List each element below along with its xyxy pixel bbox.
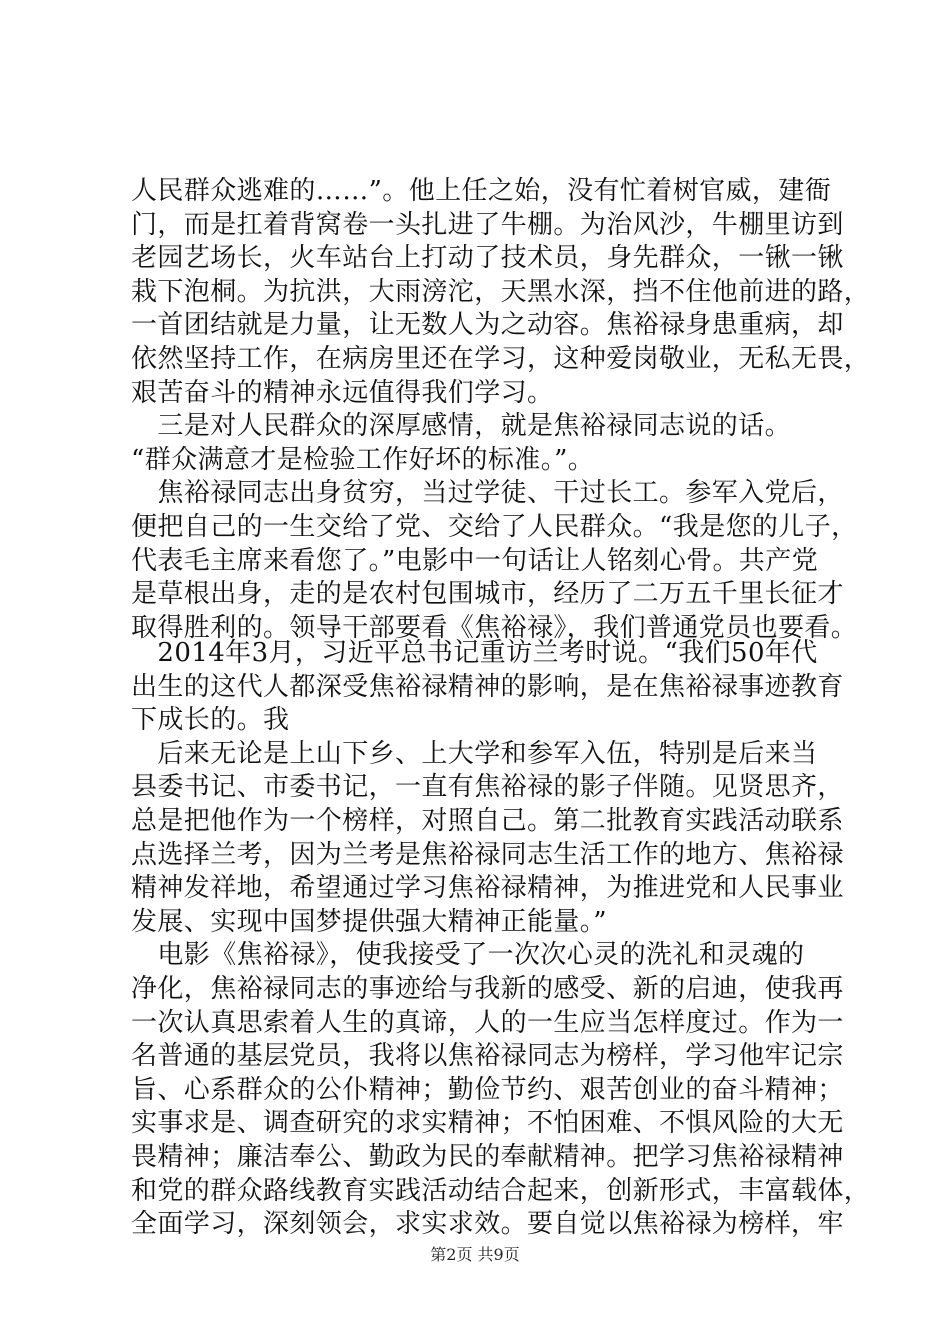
text-line: 三是对人民群众的深厚感情，就是焦裕禄同志说的话。 [131, 411, 792, 441]
text-line: 一首团结就是力量，让无数人为之动容。焦裕禄身患重病，却 [131, 310, 844, 340]
text-line: 名普通的基层党员，我将以焦裕禄同志为榜样，学习他牢记宗 [131, 1041, 844, 1071]
text-line: 艰苦奋斗的精神永远值得我们学习。 [131, 378, 554, 408]
text-line: 依然坚持工作，在病房里还在学习，这种爱岗敬业，无私无畏， [131, 344, 871, 374]
text-line: 人民群众逃难的……”。他上任之始，没有忙着树官威，建衙 [131, 176, 832, 206]
text-line: 出生的这代人都深受焦裕禄精神的影响，是在焦裕禄事迹教育 [131, 672, 844, 702]
text-line: 一次认真思索着人生的真谛，人的一生应当怎样度过。作为一 [131, 1008, 844, 1038]
text-line: 门，而是扛着背窝卷一头扎进了牛棚。为治风沙，牛棚里访到 [131, 210, 844, 240]
text-line: 焦裕禄同志出身贫穷，当过学徒、干过长工。参军入党后， [131, 478, 844, 508]
text-line: 是草根出身，走的是农村包围城市，经历了二万五千里长征才 [131, 579, 844, 609]
text-line: 县委书记、市委书记，一直有焦裕禄的影子伴随。见贤思齐， [131, 772, 844, 802]
text-line: 代表毛主席来看您了。”电影中一句话让人铭刻心骨。共产党 [131, 546, 819, 576]
text-line: 和党的群众路线教育实践活动结合起来，创新形式，丰富载体， [131, 1176, 871, 1206]
text-line: 下成长的。我 [131, 705, 290, 735]
text-line: 老园艺场长，火车站台上打动了技术员，身先群众，一锹一锹 [131, 243, 844, 273]
text-line: 发展、实现中国梦提供强大精神正能量。” [131, 907, 607, 937]
page-number-footer: 第2页 共9页 [430, 1245, 520, 1264]
text-line: 后来无论是上山下乡、上大学和参军入伍，特别是后来当 [131, 739, 818, 769]
text-line: 实事求是、调查研究的求实精神；不怕困难、不惧风险的大无 [131, 1108, 844, 1138]
text-line: 精神发祥地，希望通过学习焦裕禄精神，为推进党和人民事业 [131, 873, 844, 903]
text-line: 净化，焦裕禄同志的事迹给与我新的感受、新的启迪，使我再 [131, 974, 844, 1004]
text-line: 栽下泡桐。为抗洪，大雨滂沱，天黑水深，挡不住他前进的路， [131, 277, 871, 307]
text-line: 总是把他作为一个榜样，对照自己。第二批教育实践活动联系 [131, 806, 844, 836]
text-line: 取得胜利的。领导干部要看《焦裕禄》，我们普通党员也要看。 [131, 613, 858, 643]
text-line: 点选择兰考，因为兰考是焦裕禄同志生活工作的地方、焦裕禄 [131, 840, 844, 870]
text-line: 2014年3月，习近平总书记重访兰考时说。“我们50年代 [131, 638, 818, 668]
text-line: 便把自己的一生交给了党、交给了人民群众。“我是您的儿子， [131, 512, 858, 542]
text-line: 旨、心系群众的公仆精神；勤俭节约、艰苦创业的奋斗精神； [131, 1075, 844, 1105]
text-line: 畏精神；廉洁奉公、勤政为民的奉献精神。把学习焦裕禄精神 [131, 1142, 844, 1172]
text-line: 电影《焦裕禄》，使我接受了一次次心灵的洗礼和灵魂的 [131, 940, 805, 970]
text-line: “群众满意才是检验工作好坏的标准。”。 [131, 445, 595, 475]
text-line: 全面学习，深刻领会，求实求效。要自觉以焦裕禄为榜样，牢 [131, 1209, 844, 1239]
